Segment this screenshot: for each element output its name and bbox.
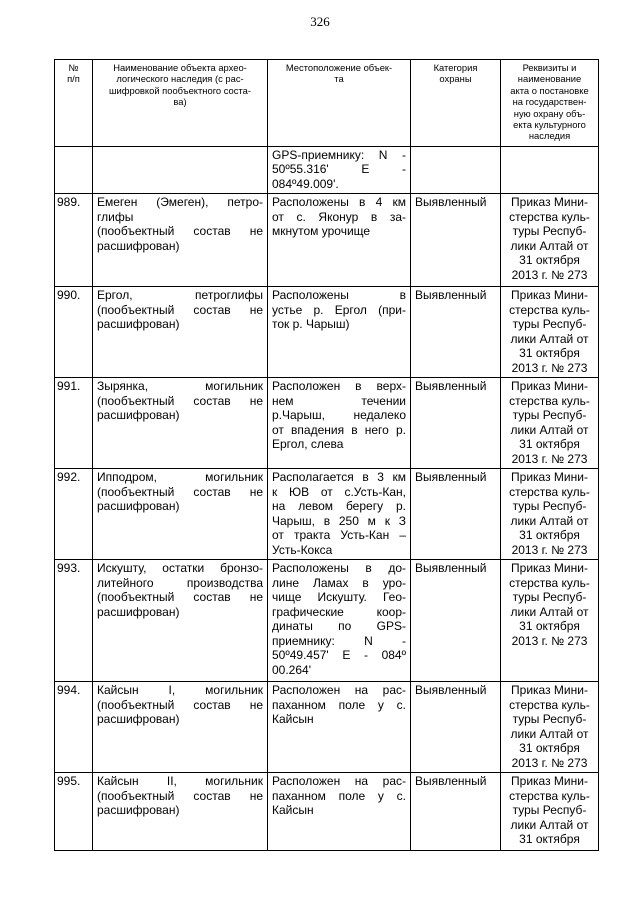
text-line: расшифрован) bbox=[97, 604, 180, 619]
header-location bbox=[268, 60, 411, 147]
table-header-row bbox=[55, 60, 599, 147]
text-line: ную охрану объ- bbox=[513, 107, 586, 119]
text-line: лики Алтай от bbox=[510, 422, 589, 437]
row-requisites-text bbox=[505, 774, 594, 847]
text-line: Приказ Мини- bbox=[511, 774, 588, 789]
text-line: Расположены в bbox=[272, 288, 406, 303]
text-line: 2013 г. № 273 bbox=[511, 267, 588, 282]
text-line: туры Респуб- bbox=[512, 803, 587, 818]
text-line: 2013 г. № 273 bbox=[511, 451, 588, 466]
text-line: приемнику: N - bbox=[272, 633, 406, 648]
text-line: р.Чарыш, недалеко bbox=[272, 408, 406, 423]
text-line: Приказ Мини- bbox=[511, 379, 588, 394]
text-line: на левом берегу р. bbox=[272, 499, 406, 514]
cell-location bbox=[268, 469, 411, 560]
cell-location bbox=[268, 773, 411, 851]
text-line: Местоположение объек- bbox=[285, 62, 393, 73]
text-line: Расположены в до- bbox=[272, 561, 406, 576]
text-line: 31 октября bbox=[519, 528, 580, 543]
text-line: Кайсын II, могильник bbox=[97, 774, 263, 789]
cell-category: Выявленный bbox=[411, 378, 501, 469]
text-line: стерства куль- bbox=[509, 697, 590, 712]
cell-category: Выявленный bbox=[411, 469, 501, 560]
row-location-text bbox=[272, 288, 406, 332]
text-line: расшифрован) bbox=[97, 408, 180, 423]
cell-number: 995. bbox=[55, 773, 93, 851]
text-line: лики Алтай от bbox=[510, 331, 589, 346]
text-line: лине Ламах в уро- bbox=[272, 575, 406, 590]
text-line: Реквизиты и bbox=[522, 62, 577, 73]
cell-category: Выявленный bbox=[411, 773, 501, 851]
text-line: Ергол, петроглифы bbox=[97, 288, 263, 303]
cell-location bbox=[268, 682, 411, 773]
row-requisites-text bbox=[505, 288, 594, 375]
text-line: Расположен в верх- bbox=[272, 379, 406, 394]
text-line: Приказ Мини- bbox=[511, 561, 588, 576]
cell-requisites bbox=[501, 194, 599, 287]
cell-location bbox=[268, 146, 411, 194]
cell-number: 992. bbox=[55, 469, 93, 560]
cell-number: 991. bbox=[55, 378, 93, 469]
text-line: расшифрован) bbox=[97, 499, 180, 514]
table-row bbox=[55, 469, 599, 560]
text-line: 50º49.457' E - 084º bbox=[272, 648, 406, 663]
header-requisites-text bbox=[504, 62, 595, 142]
cell-number: 989. bbox=[55, 194, 93, 287]
text-line: туры Респуб- bbox=[512, 712, 587, 727]
text-line: Приказ Мини- bbox=[511, 288, 588, 303]
cell-number: 993. bbox=[55, 560, 93, 682]
text-line: туры Респуб- bbox=[512, 408, 587, 423]
row-requisites-text bbox=[505, 195, 594, 282]
header-name-text bbox=[96, 62, 264, 108]
text-line: акта о постановке bbox=[510, 84, 589, 96]
row-name-text bbox=[97, 195, 263, 253]
cell-name bbox=[93, 287, 268, 378]
text-line: стерства куль- bbox=[509, 484, 590, 499]
text-line: лики Алтай от bbox=[510, 238, 589, 253]
text-line: Чарыш, в 250 м к З bbox=[272, 513, 406, 528]
text-line: 50º55.316' E - bbox=[272, 162, 406, 177]
text-line: ва) bbox=[173, 96, 187, 108]
text-line: Расположены в 4 км bbox=[272, 195, 406, 210]
text-line: (пообъектный состав не bbox=[97, 590, 263, 605]
text-line: (пообъектный состав не bbox=[97, 484, 263, 499]
text-line: лики Алтай от bbox=[510, 817, 589, 832]
text-line: 2013 г. № 273 bbox=[511, 633, 588, 648]
text-line: 31 октября bbox=[519, 346, 580, 361]
header-location-text bbox=[271, 62, 407, 85]
text-line: к ЮВ от с.Усть-Кан, bbox=[272, 484, 406, 499]
row-name-text bbox=[97, 288, 263, 332]
table-row bbox=[55, 378, 599, 469]
continuation-location-text bbox=[272, 148, 406, 192]
row-location-text bbox=[272, 379, 406, 452]
text-line: стерства куль- bbox=[509, 302, 590, 317]
text-line: Приказ Мини- bbox=[511, 470, 588, 485]
text-line: Приказ Мини- bbox=[511, 195, 588, 210]
text-line: паханном поле у с. bbox=[272, 788, 406, 803]
text-line: (пообъектный состав не bbox=[97, 788, 263, 803]
row-location-text bbox=[272, 195, 406, 239]
text-line: та bbox=[334, 73, 344, 85]
text-line: 00.264' bbox=[272, 662, 311, 677]
text-line: Кайсын bbox=[272, 803, 314, 818]
text-line: 2013 г. № 273 bbox=[511, 755, 588, 770]
table-row bbox=[55, 773, 599, 851]
text-line: 084º49.009'. bbox=[272, 176, 339, 191]
row-name-text bbox=[97, 774, 263, 818]
text-line: расшифрован) bbox=[97, 803, 180, 818]
row-name-text bbox=[97, 379, 263, 423]
text-line: Усть-Кокса bbox=[272, 542, 333, 557]
text-line: наименование bbox=[517, 73, 582, 85]
row-requisites-text bbox=[505, 561, 594, 648]
text-line: Расположен на рас- bbox=[272, 683, 406, 698]
text-line: Кайсын bbox=[272, 712, 314, 727]
text-line: Зырянка, могильник bbox=[97, 379, 263, 394]
cell-number: 990. bbox=[55, 287, 93, 378]
cell-requisites bbox=[501, 560, 599, 682]
text-line: логического наследия (с рас- bbox=[116, 73, 244, 85]
table-row bbox=[55, 287, 599, 378]
text-line: (пообъектный состав не bbox=[97, 697, 263, 712]
text-line: Ергол, слева bbox=[272, 437, 344, 452]
cell-category: Выявленный bbox=[411, 682, 501, 773]
cell-name bbox=[93, 560, 268, 682]
text-line: (пообъектный состав не bbox=[97, 224, 263, 239]
text-line: Наименование объекта архео- bbox=[113, 62, 247, 73]
text-line: Приказ Мини- bbox=[511, 683, 588, 698]
text-line: 2013 г. № 273 bbox=[511, 542, 588, 557]
text-line: динаты по GPS- bbox=[272, 619, 406, 634]
header-requisites bbox=[501, 60, 599, 147]
row-name-text bbox=[97, 683, 263, 727]
cell-category: Выявленный bbox=[411, 194, 501, 287]
row-requisites-text bbox=[505, 379, 594, 466]
page-number: 326 bbox=[310, 14, 330, 29]
text-line: мкнутом урочище bbox=[272, 224, 371, 239]
text-line: на государствен- bbox=[512, 96, 587, 108]
text-line: стерства куль- bbox=[509, 575, 590, 590]
text-line: лики Алтай от bbox=[510, 726, 589, 741]
cell-requisites bbox=[501, 469, 599, 560]
text-line: Категория bbox=[433, 62, 478, 73]
row-location-text bbox=[272, 470, 406, 557]
cell-name bbox=[93, 146, 268, 194]
cell-category: Выявленный bbox=[411, 560, 501, 682]
cell-name bbox=[93, 469, 268, 560]
cell-location bbox=[268, 560, 411, 682]
text-line: наследия bbox=[528, 130, 571, 142]
cell-location bbox=[268, 194, 411, 287]
text-line: ток р. Чарыш) bbox=[272, 317, 350, 332]
cell-name bbox=[93, 194, 268, 287]
cell-requisites bbox=[501, 378, 599, 469]
header-category bbox=[411, 60, 501, 147]
continuation-row bbox=[55, 146, 599, 194]
text-line: туры Респуб- bbox=[512, 590, 587, 605]
cell-requisites bbox=[501, 773, 599, 851]
row-location-text bbox=[272, 774, 406, 818]
text-line: 31 октября bbox=[519, 832, 580, 847]
cell-requisites bbox=[501, 682, 599, 773]
cell-location bbox=[268, 287, 411, 378]
text-line: Расположен на рас- bbox=[272, 774, 406, 789]
text-line: Располагается в 3 км bbox=[272, 470, 406, 485]
text-line: екта культурного bbox=[513, 119, 586, 131]
text-line: (пообъектный состав не bbox=[97, 393, 263, 408]
table-row bbox=[55, 560, 599, 682]
text-line: лики Алтай от bbox=[510, 604, 589, 619]
text-line: от с. Яконур в за- bbox=[272, 209, 406, 224]
text-line: GPS-приемнику: N - bbox=[272, 147, 406, 162]
text-line: п/п bbox=[67, 73, 80, 85]
text-line: расшифрован) bbox=[97, 712, 180, 727]
row-requisites-text bbox=[505, 470, 594, 557]
text-line: туры Респуб- bbox=[512, 224, 587, 239]
text-line: от впадения в него р. bbox=[272, 422, 406, 437]
cell-name bbox=[93, 773, 268, 851]
text-line: от тракта Усть-Кан – bbox=[272, 528, 406, 543]
text-line: чище Искушту. Гео- bbox=[272, 590, 406, 605]
header-number bbox=[55, 60, 93, 147]
text-line: туры Респуб- bbox=[512, 499, 587, 514]
header-category-text bbox=[414, 62, 497, 85]
row-requisites-text bbox=[505, 683, 594, 770]
row-name-text bbox=[97, 470, 263, 514]
row-location-text bbox=[272, 561, 406, 677]
row-name-text bbox=[97, 561, 263, 619]
text-line: лики Алтай от bbox=[510, 513, 589, 528]
text-line: стерства куль- bbox=[509, 393, 590, 408]
text-line: (пообъектный состав не bbox=[97, 302, 263, 317]
text-line: 31 октября bbox=[519, 253, 580, 268]
text-line: № bbox=[68, 62, 79, 73]
cell-location bbox=[268, 378, 411, 469]
text-line: паханном поле у с. bbox=[272, 697, 406, 712]
table-row bbox=[55, 682, 599, 773]
cell-requisites bbox=[501, 287, 599, 378]
text-line: расшифрован) bbox=[97, 238, 180, 253]
text-line: 31 октября bbox=[519, 437, 580, 452]
text-line: охраны bbox=[439, 73, 472, 85]
row-location-text bbox=[272, 683, 406, 727]
heritage-registry-table bbox=[54, 59, 599, 851]
text-line: устье р. Ергол (при- bbox=[272, 302, 406, 317]
text-line: расшифрован) bbox=[97, 317, 180, 332]
cell-category bbox=[411, 146, 501, 194]
text-line: Ипподром, могильник bbox=[97, 470, 263, 485]
cell-number: 994. bbox=[55, 682, 93, 773]
cell-name bbox=[93, 682, 268, 773]
cell-category: Выявленный bbox=[411, 287, 501, 378]
text-line: стерства куль- bbox=[509, 788, 590, 803]
text-line: шифровкой пообъектного соста- bbox=[109, 84, 251, 96]
table-row bbox=[55, 194, 599, 287]
header-name bbox=[93, 60, 268, 147]
cell-name bbox=[93, 378, 268, 469]
text-line: стерства куль- bbox=[509, 209, 590, 224]
text-line: 31 октября bbox=[519, 619, 580, 634]
text-line: нем течении bbox=[272, 393, 406, 408]
text-line: глифы bbox=[97, 209, 134, 224]
text-line: Емеген (Эмеген), петро- bbox=[97, 195, 263, 210]
text-line: туры Респуб- bbox=[512, 317, 587, 332]
text-line: литейного производства bbox=[97, 575, 263, 590]
header-number-text bbox=[58, 62, 89, 85]
cell-requisites bbox=[501, 146, 599, 194]
cell-number bbox=[55, 146, 93, 194]
text-line: графические коор- bbox=[272, 604, 406, 619]
text-line: 31 октября bbox=[519, 741, 580, 756]
text-line: Кайсын I, могильник bbox=[97, 683, 263, 698]
text-line: Искушту, остатки бронзо- bbox=[97, 561, 263, 576]
text-line: 2013 г. № 273 bbox=[511, 360, 588, 375]
